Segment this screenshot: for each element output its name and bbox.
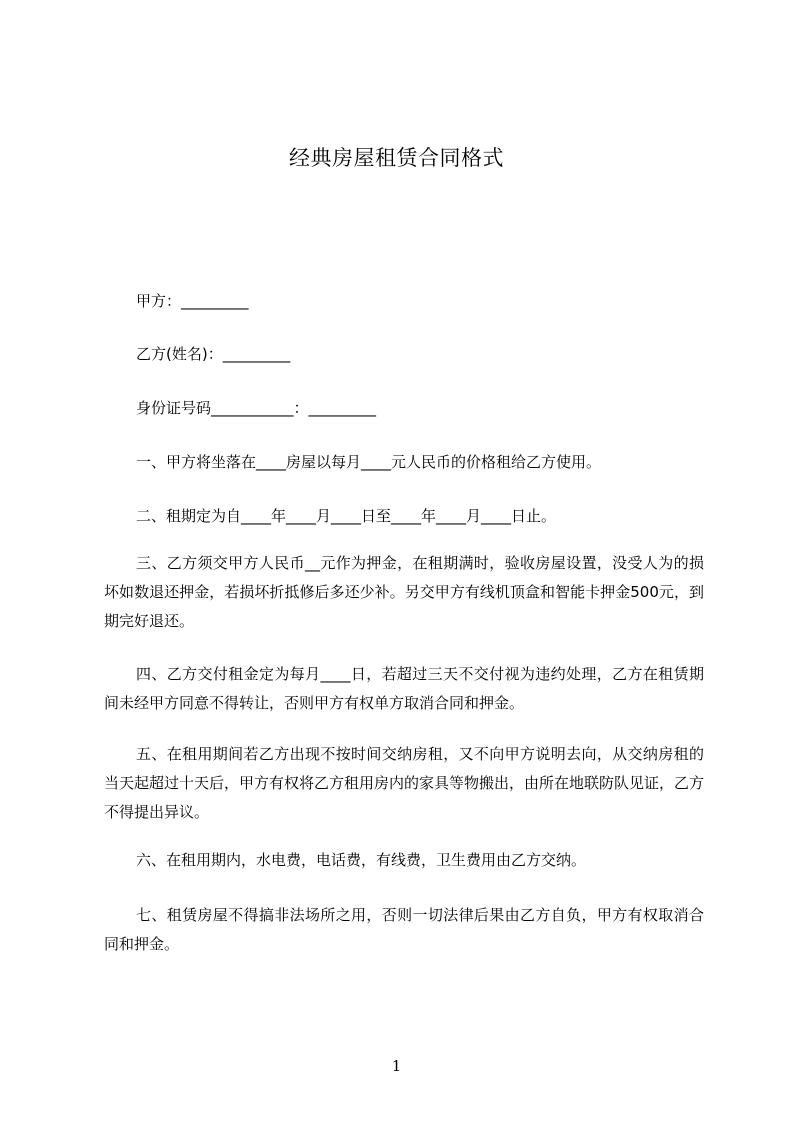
clause-1: 一、甲方将坐落在____房屋以每月____元人民币的价格租给乙方使用。	[136, 453, 602, 471]
page-number: 1	[391, 1057, 402, 1075]
clause-3: 三、乙方须交甲方人民币__元作为押金，在租期满时，验收房屋设置，没受人为的损坏如数退还押金，若损坏折抵修后多还少补。另交甲方有线机顶盒和智能卡押金500元，到期完好退还。	[104, 554, 704, 630]
clause-5: 五、在租用期间若乙方出现不按时间交纳房租，又不向甲方说明去向，从交纳房租的当天起超过十天后，甲方有权将乙方租用房内的家具等物搬出，由所在地联防队见证，乙方不得提出异议。	[104, 745, 705, 821]
clause-2: 二、租期定为自____年____月____日至____年____月____日止。	[136, 507, 557, 525]
clause-6: 六、在租用期内，水电费，电话费，有线费，卫生费用由乙方交纳。	[136, 851, 587, 869]
party-b-line: 乙方(姓名)：_________	[136, 345, 291, 363]
party-a-line: 甲方：_________	[136, 292, 249, 310]
clause-4: 四、乙方交付租金定为每月____日，若超过三天不交付视为违约处理，乙方在租赁期间未经甲方同意不得转让，否则甲方有权单方取消合同和押金。	[104, 665, 704, 712]
clause-7: 七、租赁房屋不得搞非法场所之用，否则一切法律后果由乙方自负，甲方有权取消合同和押金。	[104, 906, 704, 953]
id-number-line: 身份证号码___________：_________	[136, 399, 377, 417]
document-title: 经典房屋租赁合同格式	[289, 146, 504, 170]
